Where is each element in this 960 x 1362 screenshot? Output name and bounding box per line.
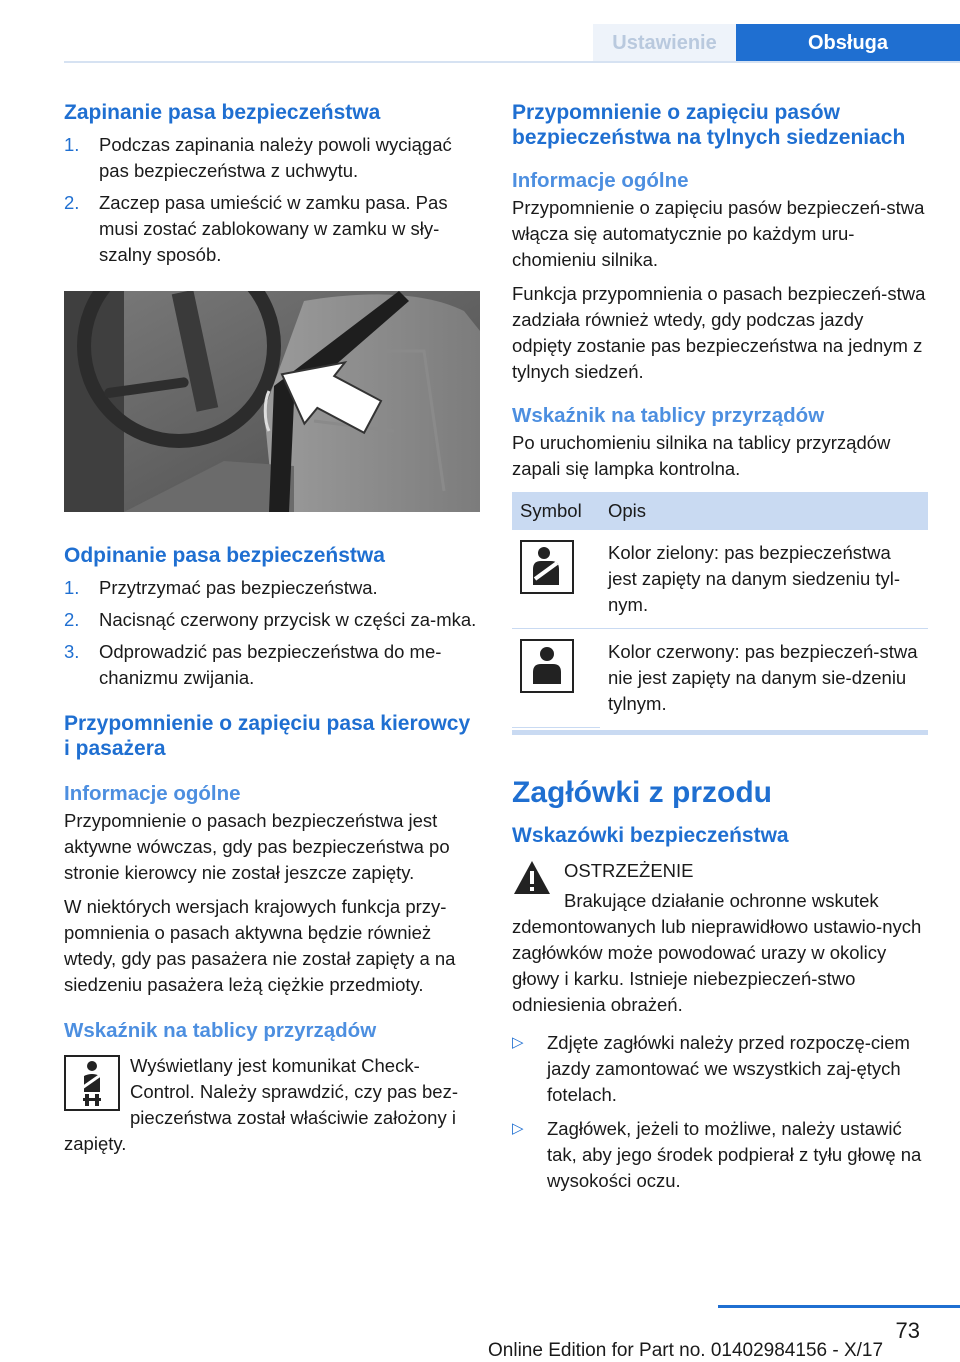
rear-paragraph-1: Przypomnienie o zapięciu pasów bezpieczeń-stwa włącza się automatycznie po każdym uru-chomieniu silnika. (512, 197, 925, 270)
list-item: 1. Podczas zapinania należy powoli wyciągać pas bezpieczeństwa z uchwytu. (64, 134, 452, 181)
reminder-indicator-text: Wyświetlany jest komunikat Check-Control. Należy sprawdzić, czy pas bez-pieczeństwa został właściwie założony i zapięty. (64, 1055, 458, 1154)
rear-paragraph-2: Funkcja przypomnienia o pasach bezpieczeń-stwa zadziała również wtedy, gdy podczas jazdy odpięty zostanie pas bezpieczeństwa na jednym z tylnych siedzeń. (512, 283, 926, 382)
rear-general-title: Informacje ogólne (512, 169, 689, 192)
symbol-column-header: Symbol (512, 492, 600, 530)
list-item: 2. Zaczep pasa umieścić w zamku pasa. Pas musi zostać zablokowany w zamku w sły-szalny sposób. (64, 192, 448, 265)
list-item: ▷ Zdjęte zagłówki należy przed rozpoczę-ciem jazdy zamontować we wszystkich zaj-ętych fotelach. (512, 1031, 910, 1105)
rear-indicator-title: Wskaźnik na tablicy przyrządów (512, 404, 825, 427)
seatbelt-fastened-icon (520, 540, 574, 594)
right-column (512, 100, 928, 1194)
table-row (512, 629, 928, 728)
left-column (64, 100, 480, 1157)
fasten-title: Zapinanie pasa bezpieczeństwa (64, 101, 381, 124)
list-item: 2. Nacisnąć czerwony przycisk w części za-mka. (64, 609, 477, 630)
reminder-paragraph-1: Przypomnienie o pasach bezpieczeństwa jest aktywne wówczas, gdy pas bezpieczeństwa po stronie kierowcy nie został jeszcze zapięty. (64, 810, 450, 883)
row-description: Kolor czerwony: pas bezpieczeń-stwa nie jest zapięty na danym sie-dzeniu tylnym. (608, 641, 918, 714)
list-item: ▷ Zagłówek, jeżeli to możliwe, należy ustawić tak, aby jego środek podpierał z tyłu głowę na wysokości oczu. (512, 1117, 922, 1191)
unfasten-title: Odpinanie pasa bezpieczeństwa (64, 544, 385, 567)
reminder-title: Przypomnienie o zapięciu pasa kierowcy i pasażera (64, 712, 471, 760)
warning-text: Brakujące działanie ochronne wskutek zdemontowanych lub nieprawidłowo ustawio-nych zagłówków może powodować urazy w okolicy głowy i karku. Istnieje niebezpieczeń-stwo odniesienia obrażeń. (512, 889, 922, 1015)
row-description: Kolor zielony: pas bezpieczeństwa jest zapięty na danym siedzeniu tyl-nym. (600, 530, 928, 629)
reminder-indicator-title: Wskaźnik na tablicy przyrządów (64, 1019, 377, 1042)
edition-footer: Online Edition for Part no. 01402984156 - X/17 (488, 1340, 884, 1361)
fasten-steps (64, 132, 480, 268)
table-row (512, 530, 928, 629)
footer-rule (718, 1305, 960, 1308)
reminder-paragraph-2: W niektórych wersjach krajowych funkcja przy-pomnienia o pasach aktywna będzie również wtedy, gdy pas pasażera nie został zapięty a na siedzeniu pasażera leżą ciężkie przedmioty. (64, 896, 456, 995)
symbol-table (512, 492, 928, 728)
description-column-header: Opis (600, 492, 928, 530)
seatbelt-unfastened-icon (520, 639, 574, 693)
warning-label: OSTRZEŻENIE (564, 859, 694, 881)
seatbelt-photo-illustration (64, 291, 480, 512)
headrests-title: Zagłówki z przodu (512, 775, 772, 809)
list-item: 3. Odprowadzić pas bezpieczeństwa do me-chanizmu zwijania. (64, 641, 442, 688)
reminder-general-title: Informacje ogólne (64, 782, 241, 805)
table-bottom-rule (512, 730, 928, 735)
reminder-indicator-block (64, 1053, 480, 1157)
seatbelt-photo (64, 291, 480, 512)
unfasten-steps (64, 575, 480, 691)
tab-section: Ustawienie (593, 24, 736, 62)
page-number: 73 (895, 1318, 920, 1343)
tab-chapter: Obsługa (736, 24, 960, 62)
header-rule (64, 61, 960, 63)
headrests-safety-title: Wskazówki bezpieczeństwa (512, 823, 789, 847)
rear-indicator-text: Po uruchomieniu silnika na tablicy przyrządów zapali się lampka kontrolna. (512, 432, 891, 479)
warning-icon (512, 858, 552, 902)
header-tabs (593, 24, 960, 62)
rear-title: Przypomnienie o zapięciu pasów bezpieczeństwa na tylnych siedzeniach (512, 101, 906, 149)
list-item: 1. Przytrzymać pas bezpieczeństwa. (64, 577, 378, 598)
warning-block (512, 858, 928, 1018)
headrest-instructions (512, 1030, 928, 1194)
seatbelt-warning-icon (64, 1055, 120, 1111)
